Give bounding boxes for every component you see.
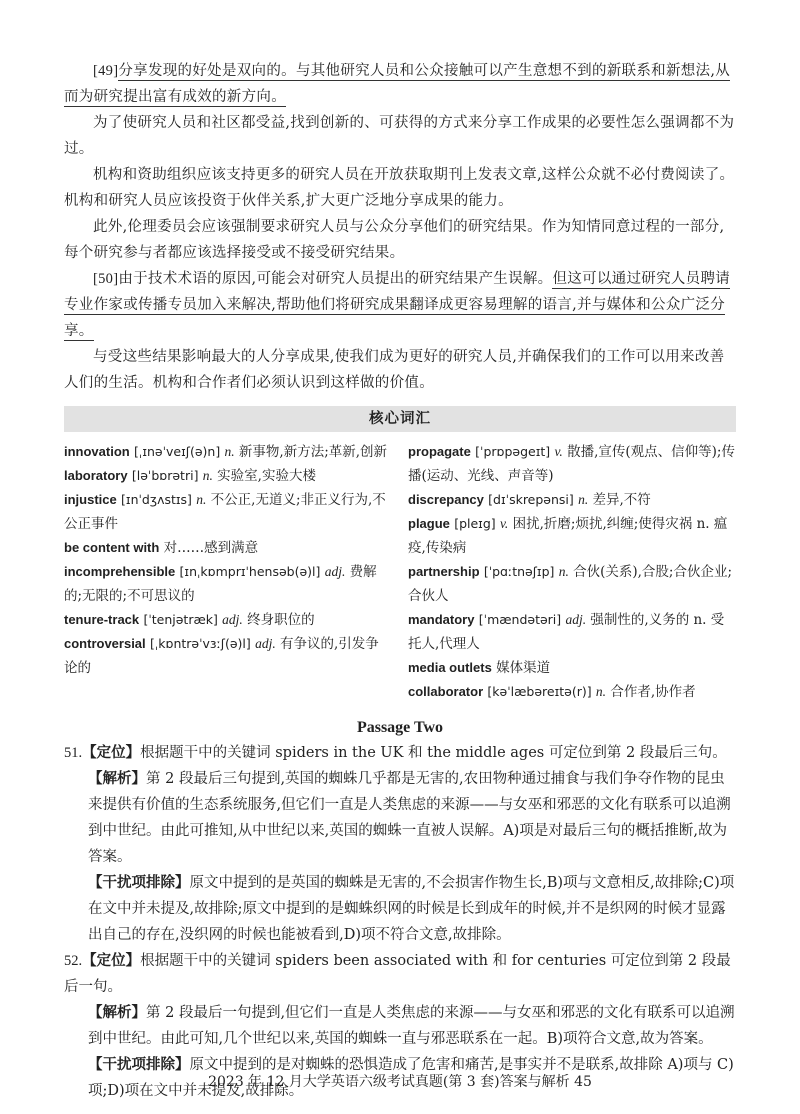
question-distractor: 【干扰项排除】原文中提到的是英国的蜘蛛是无害的,不会损害作物生长,B)项与文意相反,故排除;C)项在文中并未提及,故排除;原文中提到的是蜘蛛织网的时候是长到成年的时候,并不是织网的时候才显露出自己的存在,没织网的时候也能被看到,D)项不符合文意,故排除。	[88, 875, 735, 943]
paragraph: 机构和资助组织应该支持更多的研究人员在开放获取期刊上发表文章,这样公众就不必付费阅读了。机构和研究人员应该投资于伙伴关系,扩大更广泛地分享成果的能力。	[64, 167, 735, 209]
paragraph-49	[64, 58, 736, 110]
passage-title: Passage Two	[356, 719, 444, 736]
question-locate: 51.【定位】根据题干中的关键词 spiders in the UK 和 the middle ages 可定位到第 2 段最后三句。	[64, 745, 727, 761]
page-footer: 2023 年 12 月大学英语六级考试真题(第 3 套)答案与解析 45	[208, 1074, 592, 1090]
paragraph: 为了使研究人员和社区都受益,找到创新的、可获得的方式来分享工作成果的必要性怎么强调都不为过。	[64, 115, 735, 157]
question-51	[64, 740, 736, 948]
vocab-column-left	[64, 440, 392, 704]
vocab-entry: partnership [ˈpɑːtnəʃɪp] n. 合伙(关系),合股;合伙企业;合伙人	[408, 564, 733, 604]
question-locate: 52.【定位】根据题干中的关键词 spiders been associated with 和 for centuries 可定位到第 2 段最后一句。	[64, 953, 731, 995]
underlined-answer-50: 但这可以通过研究人员聘请专业作家或传播专员加入来解决,帮助他们将研究成果翻译成更容易理解的语言,并与媒体和公众广泛分享。	[64, 271, 731, 339]
vocab-entry: collaborator [kəˈlæbəreɪtə(r)] n. 合作者,协作者	[408, 684, 696, 700]
paragraph: 与受这些结果影响最大的人分享成果,使我们成为更好的研究人员,并确保我们的工作可以用来改善人们的生活。机构和合作者们必须认识到这样做的价值。	[64, 349, 725, 391]
paragraph: 此外,伦理委员会应该强制要求研究人员与公众分享他们的研究结果。作为知情同意过程的一部分,每个研究参与者都应该选择接受或不接受研究结果。	[64, 219, 725, 261]
vocab-column-right	[408, 440, 736, 704]
vocab-entry: media outlets 媒体渠道	[408, 660, 551, 676]
vocab-entry: injustice [ɪnˈdʒʌstɪs] n. 不公正,无道义;非正义行为,不公正事件	[64, 492, 386, 532]
underlined-answer-49: 分享发现的好处是双向的。与其他研究人员和公众接触可以产生意想不到的新联系和新想法,从而为研究提出富有成效的新方向。	[64, 63, 731, 105]
page-content	[64, 58, 736, 1104]
question-ref-49: [49]	[93, 63, 119, 79]
vocab-entry: plague [pleɪg] v. 困扰,折磨;烦扰,纠缠;使得灾祸 n. 瘟疫,传染病	[408, 516, 728, 556]
vocab-entry: discrepancy [dɪˈskrepənsi] n. 差异,不符	[408, 492, 651, 508]
vocab-entry: controversial [ˌkɒntrəˈvɜːʃ(ə)l] adj. 有争议的,引发争论的	[64, 636, 379, 676]
paragraph-50	[64, 266, 736, 344]
vocab-entry: propagate [ˈprɒpəgeɪt] v. 散播,宣传(观点、信仰等);传播(运动、光线、声音等)	[408, 444, 735, 484]
vocab-entry: tenure-track [ˈtenjətræk] adj. 终身职位的	[64, 612, 315, 628]
vocab-entry: laboratory [ləˈbɒrətri] n. 实验室,实验大楼	[64, 468, 316, 484]
question-distractor: 【干扰项排除】原文中提到的是对蜘蛛的恐惧造成了危害和痛苦,是事实并不是联系,故排除 A)项与 C)项;D)项在文中并未提及,故排除。	[88, 1057, 734, 1099]
vocab-entry: mandatory [ˈmændətəri] adj. 强制性的,义务的 n. 受托人,代理人	[408, 612, 725, 652]
vocab-list	[64, 440, 736, 704]
question-analysis: 【解析】第 2 段最后三句提到,英国的蜘蛛几乎都是无害的,农田物种通过捕食与我们争夺作物的昆虫来提供有价值的生态系统服务,但它们一直是人类焦虑的来源——与女巫和邪恶的文化有联系可以追溯到中世纪。由此可推知,从中世纪以来,英国的蜘蛛一直被人误解。A)项是对最后三句的概括推断,故为答案。	[88, 771, 731, 865]
vocab-entry: innovation [ˌɪnəˈveɪʃ(ə)n] n. 新事物,新方法;革新,创新	[64, 444, 388, 460]
vocab-section-header: 核心词汇	[64, 406, 736, 432]
paragraph-50-text: 由于技术术语的原因,可能会对研究人员提出的研究结果产生误解。	[118, 271, 553, 287]
question-analysis: 【解析】第 2 段最后一句提到,但它们一直是人类焦虑的来源——与女巫和邪恶的文化有联系可以追溯到中世纪。由此可知,几个世纪以来,英国的蜘蛛一直与邪恶联系在一起。B)项符合文意,故为答案。	[88, 1005, 735, 1047]
question-ref-50: [50]	[93, 271, 119, 287]
vocab-entry: incomprehensible [ɪnˌkɒmprɪˈhensəb(ə)l] adj. 费解的;无限的;不可思议的	[64, 564, 377, 604]
vocab-entry: be content with 对……感到满意	[64, 540, 259, 556]
